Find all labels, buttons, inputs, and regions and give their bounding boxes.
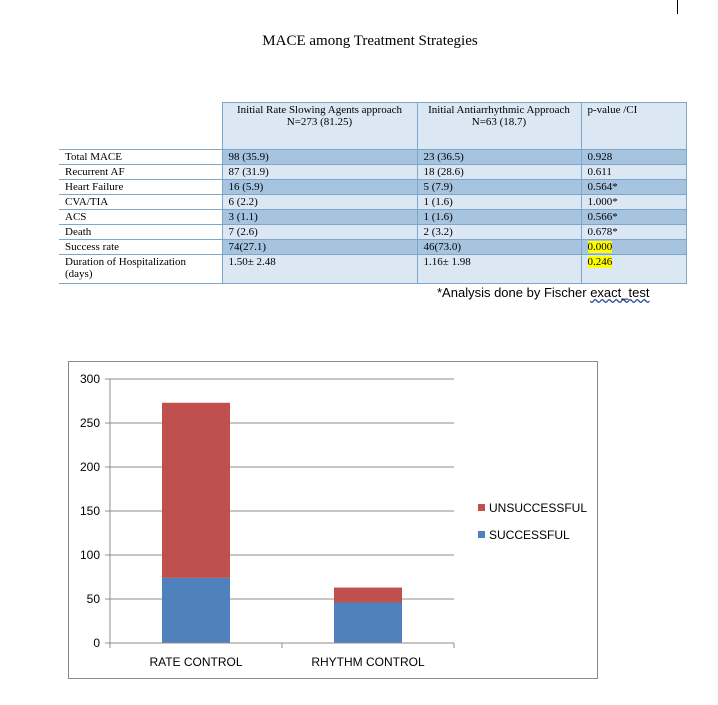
row-label: Recurrent AF bbox=[59, 165, 222, 180]
header-antiarrhythmic-approach: Initial Antiarrhythmic Approach N=63 (18.7) bbox=[417, 103, 581, 150]
antiarrhythmic-value: 1 (1.6) bbox=[417, 195, 581, 210]
antiarrhythmic-value: 46(73.0) bbox=[417, 240, 581, 255]
table-row bbox=[59, 150, 686, 165]
antiarrhythmic-value: 2 (3.2) bbox=[417, 225, 581, 240]
rate-value: 3 (1.1) bbox=[222, 210, 417, 225]
x-category-label: RATE CONTROL bbox=[149, 655, 243, 669]
row-label: Death bbox=[59, 225, 222, 240]
p-value: 0.566* bbox=[581, 210, 686, 225]
rate-value: 74(27.1) bbox=[222, 240, 417, 255]
y-tick-label: 200 bbox=[79, 460, 100, 474]
page-title: MACE among Treatment Strategies bbox=[262, 33, 478, 49]
stacked-bar-chart bbox=[69, 362, 597, 678]
highlighted-p-value: 0.000 bbox=[587, 241, 613, 253]
table-row bbox=[59, 240, 686, 255]
antiarrhythmic-value: 1 (1.6) bbox=[417, 210, 581, 225]
y-tick-label: 250 bbox=[79, 416, 100, 430]
text-cursor bbox=[677, 0, 678, 14]
y-tick-label: 0 bbox=[93, 636, 100, 650]
row-label: Success rate bbox=[59, 240, 222, 255]
table-row bbox=[59, 180, 686, 195]
row-label: Heart Failure bbox=[59, 180, 222, 195]
header-rate-approach: Initial Rate Slowing Agents approach N=273 (81.25) bbox=[222, 103, 417, 150]
bar-successful-rhythm-control bbox=[334, 603, 402, 643]
antiarrhythmic-value: 23 (36.5) bbox=[417, 150, 581, 165]
rate-value: 1.50± 2.48 bbox=[222, 255, 417, 284]
rate-value: 16 (5.9) bbox=[222, 180, 417, 195]
rate-value: 87 (31.9) bbox=[222, 165, 417, 180]
table-corner bbox=[59, 103, 222, 150]
p-value: 1.000* bbox=[581, 195, 686, 210]
p-value-cell bbox=[581, 255, 686, 284]
x-category-label: RHYTHM CONTROL bbox=[311, 655, 425, 669]
highlighted-p-value: 0.246 bbox=[587, 256, 613, 268]
mace-table bbox=[59, 102, 687, 284]
row-label: ACS bbox=[59, 210, 222, 225]
table-row bbox=[59, 210, 686, 225]
row-label: Total MACE bbox=[59, 150, 222, 165]
p-value: 0.928 bbox=[581, 150, 686, 165]
table-row bbox=[59, 195, 686, 210]
y-tick-label: 150 bbox=[79, 504, 100, 518]
p-value: 0.611 bbox=[581, 165, 686, 180]
antiarrhythmic-value: 1.16± 1.98 bbox=[417, 255, 581, 284]
legend-label-unsuccessful: UNSUCCESSFUL bbox=[489, 501, 588, 515]
legend-swatch-successful bbox=[478, 531, 485, 538]
p-value: 0.678* bbox=[581, 225, 686, 240]
antiarrhythmic-value: 5 (7.9) bbox=[417, 180, 581, 195]
header-pvalue: p-value /CI bbox=[581, 103, 686, 150]
table-row bbox=[59, 255, 686, 284]
y-tick-label: 100 bbox=[79, 548, 100, 562]
legend-label-successful: SUCCESSFUL bbox=[489, 528, 570, 542]
table-row bbox=[59, 225, 686, 240]
table-header-row bbox=[59, 103, 686, 150]
rate-value: 98 (35.9) bbox=[222, 150, 417, 165]
footnote-underlined-text: exact_test bbox=[590, 285, 650, 300]
bar-unsuccessful-rhythm-control bbox=[334, 588, 402, 603]
p-value-cell bbox=[581, 240, 686, 255]
antiarrhythmic-value: 18 (28.6) bbox=[417, 165, 581, 180]
row-label: CVA/TIA bbox=[59, 195, 222, 210]
y-tick-label: 50 bbox=[86, 592, 100, 606]
row-label: Duration of Hospitalization (days) bbox=[59, 255, 222, 284]
table-row bbox=[59, 165, 686, 180]
legend-swatch-unsuccessful bbox=[478, 504, 485, 511]
p-value: 0.564* bbox=[581, 180, 686, 195]
y-tick-label: 300 bbox=[79, 372, 100, 386]
rate-value: 6 (2.2) bbox=[222, 195, 417, 210]
rate-value: 7 (2.6) bbox=[222, 225, 417, 240]
chart-frame bbox=[68, 361, 598, 679]
footnote bbox=[437, 285, 649, 300]
bar-successful-rate-control bbox=[162, 578, 230, 643]
footnote-text: *Analysis done by Fischer bbox=[437, 285, 591, 300]
bar-unsuccessful-rate-control bbox=[162, 403, 230, 578]
